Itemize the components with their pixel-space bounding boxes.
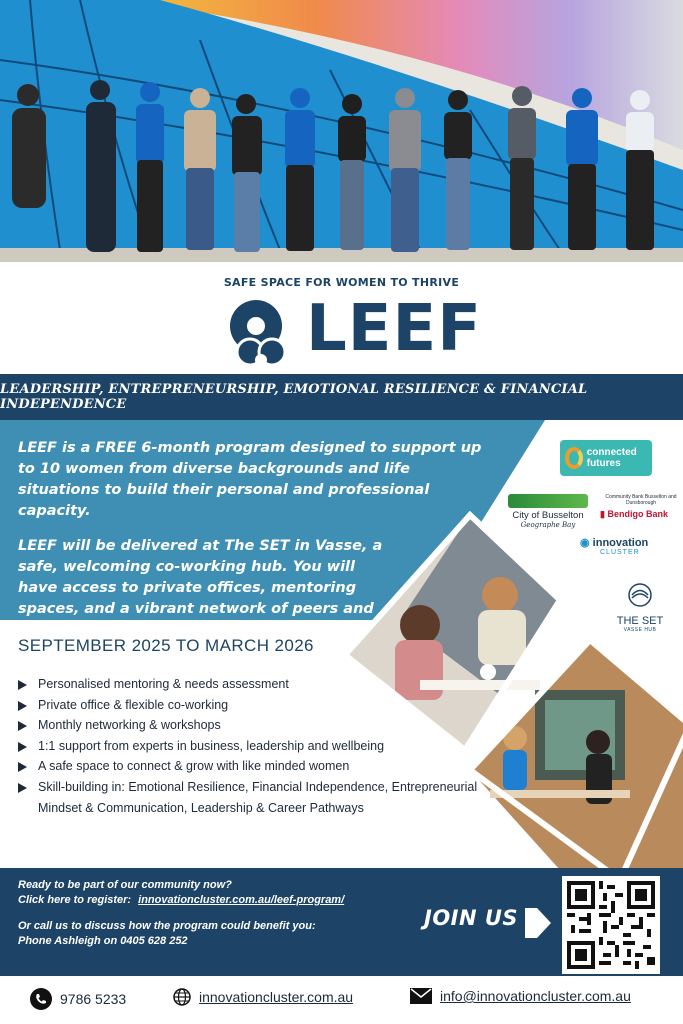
innovation-name-text: innovation xyxy=(592,537,649,549)
cta-line-1: Ready to be part of our community now? xyxy=(18,879,232,891)
connected-futures-logo xyxy=(560,440,652,476)
bendigo-icon: ▮ xyxy=(600,509,605,519)
leef-logo-icon xyxy=(220,296,310,368)
register-link[interactable]: innovationcluster.com.au/leef-program/ xyxy=(138,894,345,906)
cta-register-label: Click here to register: xyxy=(18,894,132,906)
program-section xyxy=(0,420,683,870)
list-item: Private office & flexible co-working xyxy=(18,695,478,716)
list-item: Skill-building in: Emotional Resilience, Financial Independence, Entrepreneurial Mindset & Communication, Leadership & Career Pathways xyxy=(18,777,478,818)
busselton-name: City of Busselton xyxy=(512,510,584,521)
email-icon xyxy=(410,988,432,1004)
intro-paragraph-2: LEEF will be delivered at The SET in Vasse, a safe, welcoming co-working hub. You will have access to private offices, mentoring spaces, and a vibrant network of peers and professionals. xyxy=(18,538,383,638)
busselton-script: Geographe Bay xyxy=(520,521,576,529)
bendigo-bank-logo xyxy=(600,494,682,520)
pillars-banner: LEADERSHIP, ENTREPRENEURSHIP, EMOTIONAL RESILIENCE & FINANCIAL INDEPENDENCE xyxy=(0,374,683,420)
email-link[interactable]: info@innovationcluster.com.au xyxy=(440,988,631,1004)
cta-line-4: Phone Ashleigh on 0405 628 252 xyxy=(18,935,188,947)
program-dates: SEPTEMBER 2025 TO MARCH 2026 xyxy=(18,636,314,655)
list-item: Personalised mentoring & needs assessment xyxy=(18,674,478,695)
cta-line-2 xyxy=(18,893,418,908)
program-intro xyxy=(18,438,488,641)
join-us-button[interactable]: JOIN US xyxy=(424,906,519,930)
list-item: A safe space to connect & grow with like minded women xyxy=(18,756,478,777)
footer-website[interactable] xyxy=(173,988,353,1006)
the-set-logo xyxy=(610,582,670,633)
phone-icon xyxy=(30,988,52,1010)
benefits-list xyxy=(18,674,478,818)
connected-futures-text: connected futures xyxy=(586,447,637,469)
the-set-name: THE SET xyxy=(616,615,664,627)
list-item: Monthly networking & workshops xyxy=(18,715,478,736)
intro-paragraph-1: LEEF is a FREE 6-month program designed to support up to 10 women from diverse backgrounds and life situations to build their personal and professional capacity. xyxy=(18,440,482,519)
innovation-name xyxy=(580,536,660,549)
qr-code-icon xyxy=(567,881,655,969)
tagline: SAFE SPACE FOR WOMEN TO THRIVE xyxy=(223,276,460,289)
innovation-icon: ◉ xyxy=(580,537,590,549)
innovation-cluster-logo xyxy=(580,536,660,556)
busselton-icon xyxy=(508,494,588,508)
cta-line-3: Or call us to discuss how the program could benefit you: xyxy=(18,920,316,932)
list-item: 1:1 support from experts in business, leadership and wellbeing xyxy=(18,736,478,757)
connected-futures-icon xyxy=(565,447,583,469)
arrow-right-icon[interactable] xyxy=(523,908,551,938)
city-of-busselton-logo xyxy=(508,494,588,529)
qr-code[interactable] xyxy=(562,876,660,974)
hero-photo xyxy=(0,0,683,262)
phone-number: 9786 5233 xyxy=(60,991,127,1007)
footer-email[interactable] xyxy=(410,988,631,1004)
the-set-sub: VASSE HUB xyxy=(623,627,657,633)
globe-icon xyxy=(173,988,191,1006)
leef-logo-text: LEEF xyxy=(306,292,482,366)
bendigo-name-text: Bendigo Bank xyxy=(607,509,668,519)
bendigo-subtitle: Community Bank Busselton and Dunsborough xyxy=(605,494,677,506)
the-set-icon xyxy=(627,582,653,608)
website-link[interactable]: innovationcluster.com.au xyxy=(199,989,354,1005)
cta-text xyxy=(18,878,418,949)
footer-phone[interactable] xyxy=(30,988,126,1010)
innovation-sub: CLUSTER xyxy=(600,549,640,556)
bendigo-name xyxy=(600,509,682,520)
